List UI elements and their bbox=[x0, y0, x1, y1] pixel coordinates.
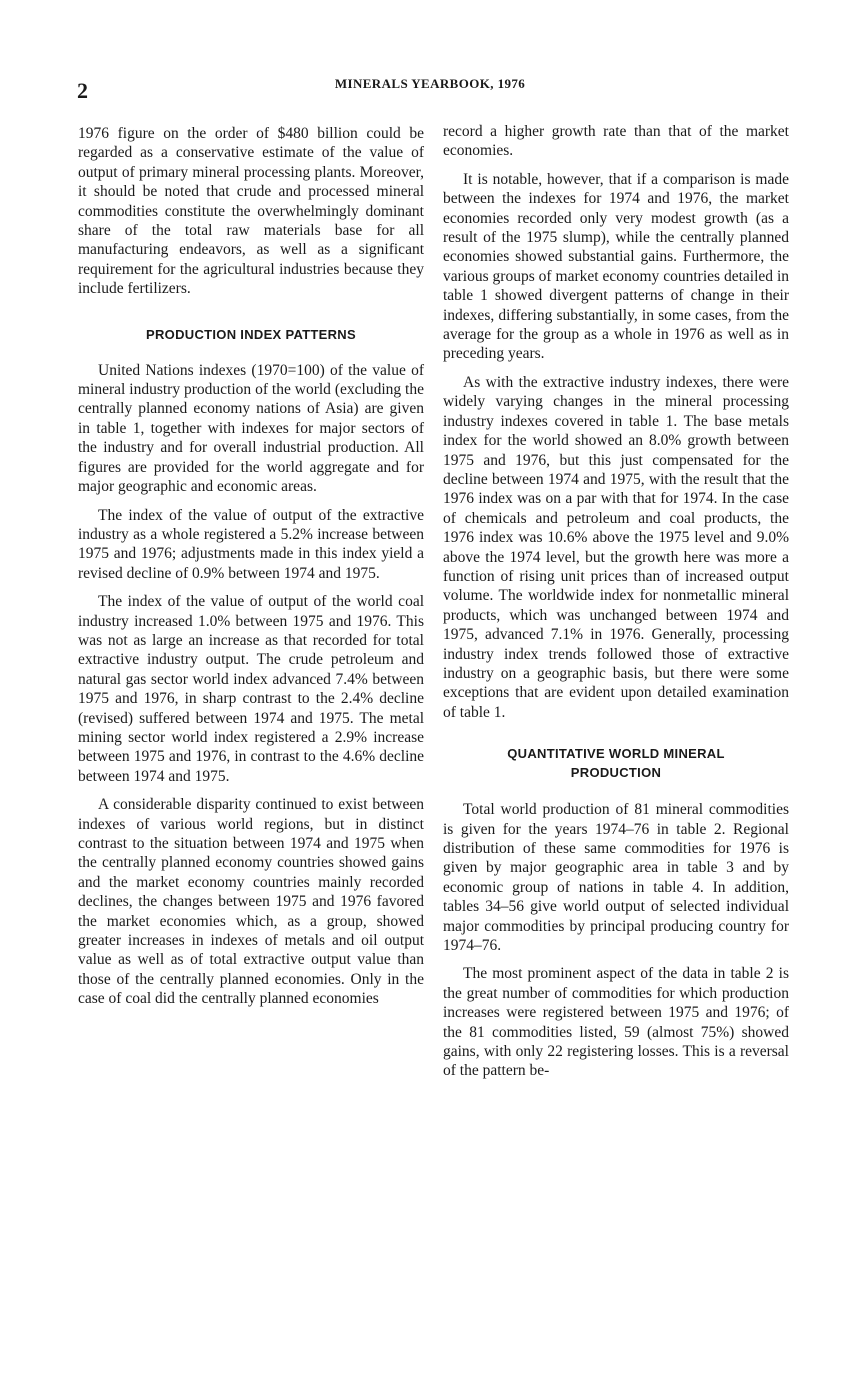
paragraph: The index of the value of output of the world coal industry increased 1.0% between 1975 and 1976. This was not as large an increase as that recorded for total extractive industry output. The crude petroleum and natural gas sector world index advanced 7.4% between 1975 and 1976, in sharp contrast to the 2.4% decline (revised) suffered between 1974 and 1975. The metal mining sector world index registered a 2.9% increase between 1975 and 1976, in contrast to the 4.6% decline between 1974 and 1975. bbox=[78, 593, 424, 785]
paragraph: United Nations indexes (1970=100) of the value of mineral industry production of the world (excluding the centrally planned economy nations of Asia) are given in table 1, together with indexes for major sectors of the industry and for overall industrial production. All figures are provided for the world aggregate and for major geographic and economic areas. bbox=[78, 361, 424, 496]
page-number: 2 bbox=[77, 78, 88, 103]
heading-line: QUANTITATIVE WORLD MINERAL bbox=[507, 746, 725, 762]
right-column bbox=[443, 122, 789, 1081]
heading-line: PRODUCTION bbox=[570, 765, 662, 781]
paragraph: record a higher growth rate than that of the market economies. bbox=[443, 123, 789, 160]
paragraph: The most prominent aspect of the data in table 2 is the great number of commodities for which production increases were registered between 1975 and 1976; of the 81 commodities listed, 59 (almost 75%) showed gains, with only 22 registering losses. This is a reversal of the pattern be- bbox=[443, 965, 789, 1080]
paragraph: As with the extractive industry indexes, there were widely varying changes in the mineral processing industry indexes covered in table 1. The base metals index for the world showed an 8.0% growth between 1975 and 1976, but this just compensated for the decline between 1974 and 1975, with the result that the 1976 index was on a par with that for 1974. In the case of chemicals and petroleum and coal products, the 1976 index was 10.6% above the 1975 level and 9.0% above the 1974 level, but the growth here was more a function of rising unit prices than of increased output volume. The worldwide index for nonmetallic mineral products, which was unchanged between 1974 and 1975, advanced 7.1% in 1976. Generally, processing industry index trends followed those of extractive industry on a geographic basis, but there were some exceptions that are evident upon detailed examination of table 1. bbox=[443, 373, 789, 721]
section-heading-quantitative-world-mineral-production bbox=[443, 744, 789, 782]
paragraph: A considerable disparity continued to exist between indexes of various world regions, but in distinct contrast to the situation between 1974 and 1975 when the centrally planned economy countries showed gains and the market economy countries mainly recorded declines, the changes between 1975 and 1976 favored the market economies which, as a group, showed greater increases in indexes of metals and oil output value as well as of total extractive output value than those of the centrally planned economies. Only in the case of coal did the centrally planned economies bbox=[78, 796, 424, 1008]
left-column bbox=[78, 124, 424, 1009]
paragraph: It is notable, however, that if a comparison is made between the indexes for 1974 and 1976, the market economies recorded only very modest growth (as a result of the 1975 slump), while the centrally planned economies showed substantial gains. Furthermore, the various groups of market economy countries detailed in table 1 showed divergent patterns of change in their indexes, differing substantially, in some cases, from the average for the group as a whole in 1976 as well as in preceding years. bbox=[443, 170, 789, 363]
running-head: MINERALS YEARBOOK, 1976 bbox=[334, 76, 526, 91]
paragraph: Total world production of 81 mineral commodities is given for the years 1974–76 in table 2. Regional distribution of these same commodities for 1976 is given by major geographic area in table 3 and by economic group of nations in table 4. In addition, tables 34–56 give world output of selected individual major commodities by principal producing country for 1974–76. bbox=[443, 801, 789, 955]
section-heading-production-index-patterns: PRODUCTION INDEX PATTERNS bbox=[146, 326, 356, 342]
paragraph: 1976 figure on the order of $480 billion could be regarded as a conservative estimate of the value of output of primary mineral processing plants. Moreover, it should be noted that crude and processed mineral commodities constitute the overwhelmingly dominant share of the total raw materials base for all manufacturing endeavors, as well as a significant requirement for the agricultural industries because they include fertilizers. bbox=[78, 125, 424, 298]
paragraph: The index of the value of output of the extractive industry as a whole registered a 5.2% increase between 1975 and 1976; adjustments made in this index yield a revised decline of 0.9% between 1974 and 1975. bbox=[78, 506, 424, 582]
